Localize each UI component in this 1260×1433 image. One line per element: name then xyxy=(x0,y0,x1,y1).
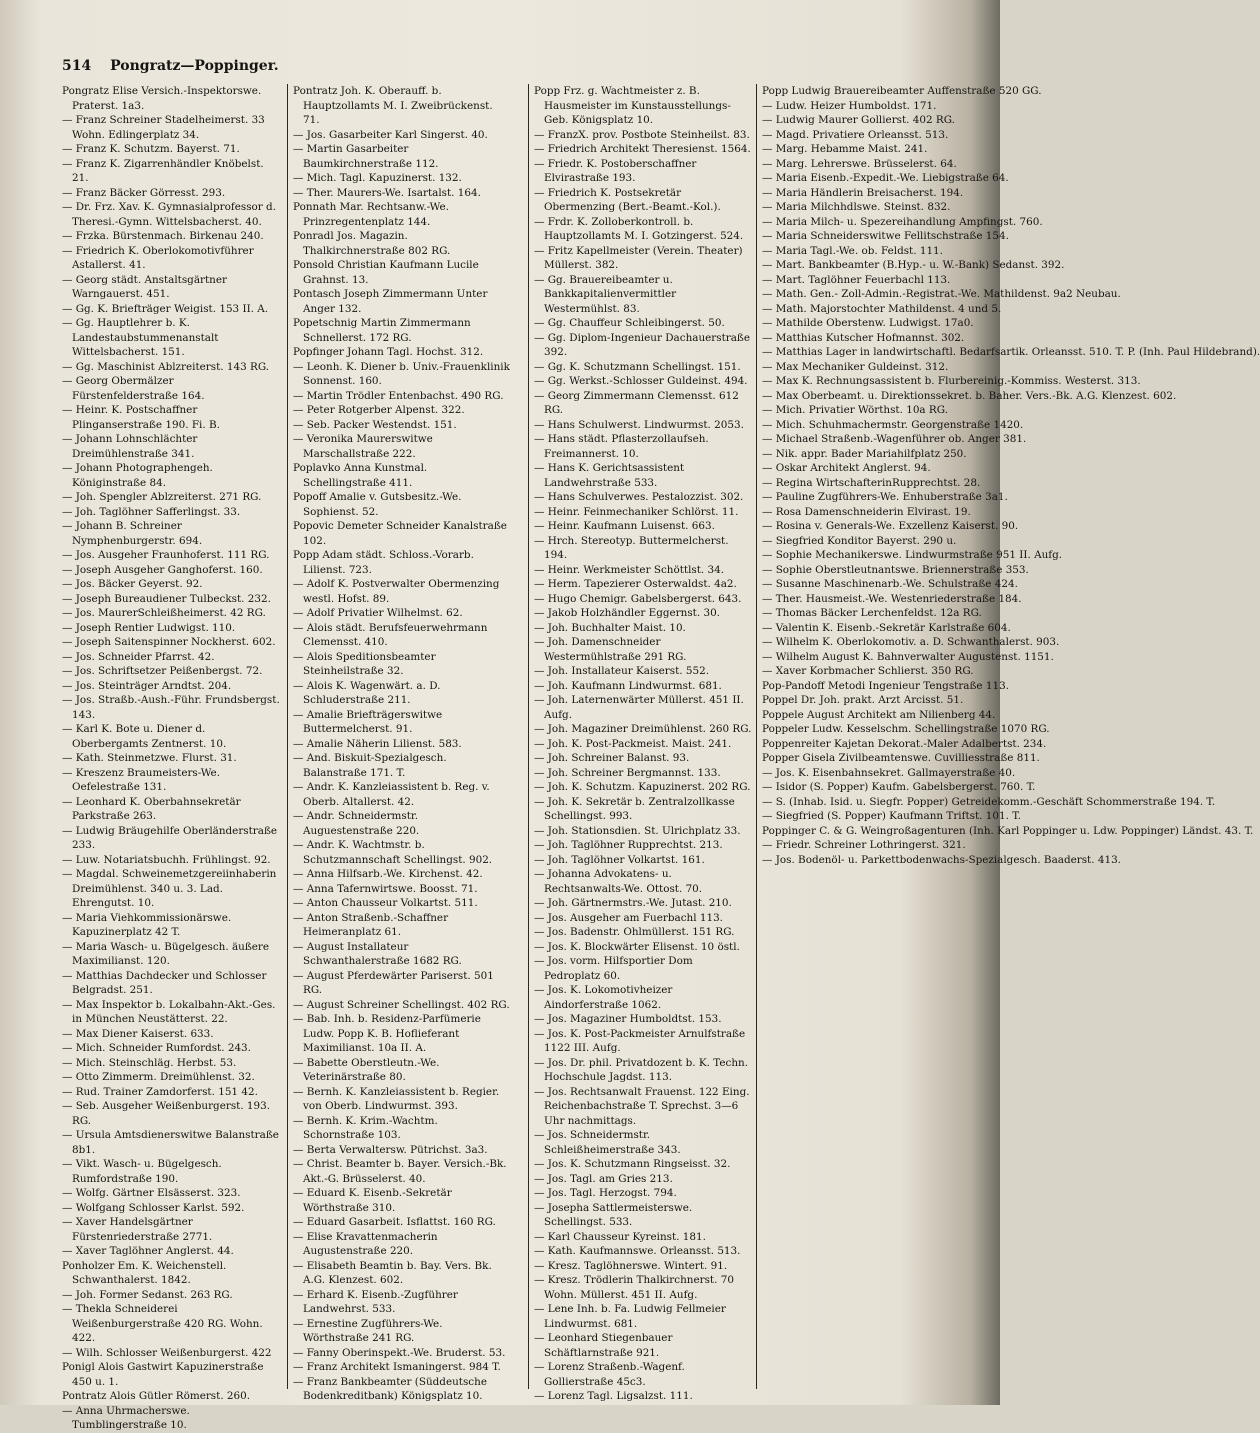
directory-column-4 xyxy=(762,84,1260,867)
directory-entry: Poppele August Architekt am Nilienberg 44. xyxy=(762,708,996,721)
directory-entry: — Eduard K. Eisenb.-Sekretär Wörthstraße 310. xyxy=(293,1187,452,1214)
directory-entry: — Wolfg. Gärtner Elsässerst. 323. xyxy=(62,1187,241,1199)
directory-entry: — Max Inspektor b. Lokalbahn-Akt.-Ges. in München Neustätterst. 22. xyxy=(62,998,276,1025)
directory-entry: — Wilh. Schlosser Weißenburgerst. 422 xyxy=(62,1346,272,1359)
directory-entry: — Mich. Schuhmachermstr. Georgenstraße 1420. xyxy=(762,418,1024,431)
directory-entry: — Jos. Rechtsanwalt Frauenst. 122 Eing. Reichenbachstraße T. Sprechst. 3—6 Uhr nachmittags. xyxy=(534,1085,750,1127)
directory-entry: — Jos. Dr. phil. Privatdozent b. K. Techn. Hochschule Jagdst. 113. xyxy=(534,1056,749,1083)
directory-entry: — Joh. Magaziner Dreimühlenst. 260 RG. xyxy=(534,723,752,735)
directory-entry: — Ursula Amtsdienerswitwe Balanstraße 8b1. xyxy=(62,1129,279,1156)
directory-entry: — Jos. Bodenöl- u. Parkettbodenwachs-Spezialgesch. Baaderst. 413. xyxy=(762,853,1121,866)
directory-entry: — Dr. Frz. Xav. K. Gymnasialprofessor d. Theresi.-Gymn. Wittelsbacherst. 40. xyxy=(62,201,277,228)
page-header xyxy=(62,58,940,80)
directory-entry: — Joh. Laternenwärter Müllerst. 451 II. Aufg. xyxy=(534,694,744,721)
directory-entry: — Martin Gasarbeiter Baumkirchnerstraße 112. xyxy=(293,143,439,170)
directory-entry: Poppinger C. & G. Weingroßagenturen (Inh. Karl Poppinger u. Ldw. Poppinger) Ländst. 43. T. xyxy=(762,824,1254,837)
directory-entry: — Leonhard K. Oberbahnsekretär Parkstraße 263. xyxy=(62,795,241,822)
directory-entry: — Matthias Dachdecker und Schlosser Belgradst. 251. xyxy=(62,969,267,996)
directory-entry: — Friedrich Architekt Theresienst. 1564. xyxy=(534,143,751,155)
directory-entry: — Franz Bankbeamter (Süddeutsche Bodenkreditbank) Königsplatz 10. xyxy=(293,1375,487,1402)
directory-entry: — Jos. Straßb.-Aush.-Führ. Frundsbergst. 143. xyxy=(62,694,280,721)
directory-entry: — Maria Viehkommissionärswe. Kapuzinerplatz 42 T. xyxy=(62,911,232,938)
directory-entry: Poppeler Ludw. Kesselschm. Schellingstraße 1070 RG. xyxy=(762,723,1050,735)
directory-entry: — Jos. K. Post-Packmeister Arnulfstraße 1122 III. Aufg. xyxy=(534,1027,746,1054)
directory-entry: — Jos. K. Lokomotivheizer Aindorferstraße 1062. xyxy=(534,984,673,1011)
directory-entry: — Oskar Architekt Anglerst. 94. xyxy=(762,462,931,474)
directory-entry: Popp Adam städt. Schloss.-Vorarb. Lilienst. 723. xyxy=(293,549,474,576)
directory-entry: — Franz K. Zigarrenhändler Knöbelst. 21. xyxy=(62,157,264,184)
directory-entry: — Anna Uhrmacherswe. Tumblingerstraße 10. xyxy=(62,1404,190,1431)
directory-entry: — Hans Schulwerst. Lindwurmst. 2053. xyxy=(534,418,744,431)
directory-entry: — Jos. Schriftsetzer Peißenbergst. 72. xyxy=(62,665,263,677)
directory-entry: — Ludw. Heizer Humboldst. 171. xyxy=(762,99,937,112)
directory-entry: — Jos. Schneider Pfarrst. 42. xyxy=(62,650,215,663)
directory-entry: — Gg. Maschinist Ablzreiterst. 143 RG. xyxy=(62,360,270,373)
directory-entry: — Mich. Privatier Wörthst. 10a RG. xyxy=(762,404,948,416)
directory-entry: — Valentin K. Eisenb.-Sekretär Karlstraße 604. xyxy=(762,621,1011,634)
directory-entry: — Joh. Taglöhner Rupprechtst. 213. xyxy=(534,839,723,851)
directory-entry: Ponigl Alois Gastwirt Kapuzinerstraße 450 u. 1. xyxy=(62,1361,264,1388)
directory-entry: — Elise Kravattenmacherin Augustenstraße 220. xyxy=(293,1230,438,1257)
directory-entry: — Jos. K. Eisenbahnsekret. Gallmayerstraße 40. xyxy=(762,766,1016,779)
directory-entry: — Marg. Lehrerswe. Brüsselerst. 64. xyxy=(762,157,957,170)
directory-entry: — Leonhard Stiegenbauer Schäftlarnstraße 921. xyxy=(534,1332,673,1359)
directory-entry: — Max Mechaniker Guldeinst. 312. xyxy=(762,360,949,373)
directory-entry: — Joh. Installateur Kaiserst. 552. xyxy=(534,665,710,677)
directory-entry: — Joh. Kaufmann Lindwurmst. 681. xyxy=(534,679,722,692)
directory-entry: — Gg. Chauffeur Schleibingerst. 50. xyxy=(534,317,725,329)
directory-entry: — Gg. Werkst.-Schlosser Guldeinst. 494. xyxy=(534,375,748,387)
page-title: Pongratz—Poppinger. xyxy=(110,58,279,74)
directory-entry: — Franz Bäcker Görresst. 293. xyxy=(62,186,226,199)
directory-entry: — Wolfgang Schlosser Karlst. 592. xyxy=(62,1201,245,1214)
directory-entry: — Andr. K. Kanzleiassistent b. Reg. v. Oberb. Altallerst. 42. xyxy=(293,781,490,808)
directory-entry: — Gg. Hauptlehrer b. K. Landestaubstummenanstalt Wittelsbacherst. 151. xyxy=(62,317,219,358)
directory-entry: — Fanny Oberinspekt.-We. Bruderst. 53. xyxy=(293,1346,506,1359)
directory-entry: — Jos. Tagl. Herzogst. 794. xyxy=(534,1187,677,1199)
directory-entry: Ponsold Christian Kaufmann Lucile Grahnst. 13. xyxy=(293,259,479,286)
directory-entry: — Anton Chausseur Volkartst. 511. xyxy=(293,897,478,909)
directory-entry: — Johann Lohnschlächter Dreimühlenstraße 341. xyxy=(62,433,198,460)
directory-entry: — FranzX. prov. Postbote Steinheilst. 83. xyxy=(534,128,750,141)
directory-entry: — Thomas Bäcker Lerchenfeldst. 12a RG. xyxy=(762,607,982,619)
directory-entry: — Friedr. Schreiner Lothringerst. 321. xyxy=(762,839,966,851)
directory-entry: — Maria Tagl.-We. ob. Feldst. 111. xyxy=(762,244,943,257)
directory-entry: — Jakob Holzhändler Eggernst. 30. xyxy=(534,607,720,619)
directory-entry: — Heinr. K. Postschaffner Plinganserstraße 190. Fi. B. xyxy=(62,404,220,431)
directory-entry: Pongratz Elise Versich.-Inspektorswe. Praterst. 1a3. xyxy=(62,85,262,112)
directory-entry: — Jos. Bäcker Geyerst. 92. xyxy=(62,578,203,590)
directory-entry: — Hans K. Gerichtsassistent Landwehrstraße 533. xyxy=(534,462,685,489)
directory-entry: — Kresz. Trödlerin Thalkirchnerst. 70 Wohn. Müllerst. 451 II. Aufg. xyxy=(534,1274,734,1301)
directory-entry: — Maria Milch- u. Spezereihandlung Ampfingst. 760. xyxy=(762,215,1043,228)
directory-entry: — And. Biskuit-Spezialgesch. Balanstraße 171. T. xyxy=(293,752,447,779)
directory-entry: — Alois K. Wagenwärt. a. D. Schluderstraße 211. xyxy=(293,679,441,706)
directory-entry: — Friedrich K. Oberlokomotivführer Astallerst. 41. xyxy=(62,244,254,271)
directory-entry: — Heinr. Feinmechaniker Schlörst. 11. xyxy=(534,505,739,518)
directory-entry: — Ernestine Zugführers-We. Wörthstraße 241 RG. xyxy=(293,1317,443,1344)
directory-entry: — Joh. Buchhalter Maist. 10. xyxy=(534,621,686,634)
directory-entry: — Jos. Badenstr. Ohlmüllerst. 151 RG. xyxy=(534,926,735,938)
directory-entry: — Andr. K. Wachtmstr. b. Schutzmannschaft Schellingst. 902. xyxy=(293,839,493,866)
directory-entry: — Anna Tafernwirtswe. Boosst. 71. xyxy=(293,882,478,895)
directory-entry: — Siegfried (S. Popper) Kaufmann Triftst. 101. T. xyxy=(762,810,1021,822)
directory-entry: — Wilhelm K. Oberlokomotiv. a. D. Schwanthalerst. 903. xyxy=(762,636,1060,648)
directory-entry: — Joseph Bureaudiener Tulbeckst. 232. xyxy=(62,592,271,605)
directory-entry: — Mich. Schneider Rumfordst. 243. xyxy=(62,1042,251,1054)
directory-entry: — Amalie Näherin Lilienst. 583. xyxy=(293,737,462,750)
directory-entry: — Thekla Schneiderei Weißenburgerstraße 420 RG. Wohn. 422. xyxy=(62,1303,263,1344)
directory-entry: — Martin Trödler Entenbachst. 490 RG. xyxy=(293,389,504,402)
directory-entry: — Mathilde Oberstenw. Ludwigst. 17a0. xyxy=(762,317,974,329)
directory-entry: — S. (Inhab. Isid. u. Siegfr. Popper) Getreidekomm.-Geschäft Schommerstraße 194. T. xyxy=(762,795,1216,808)
directory-entry: — Lene Inh. b. Fa. Ludwig Fellmeier Lindwurmst. 681. xyxy=(534,1303,726,1330)
directory-entry: — Kreszenz Braumeisters-We. Oefelestraße 131. xyxy=(62,766,220,793)
directory-entry: Popovic Demeter Schneider Kanalstraße 102. xyxy=(293,520,507,547)
directory-entry: — Max K. Rechnungsassistent b. Flurbereinig.-Kommiss. Westerst. 313. xyxy=(762,375,1141,387)
directory-entry: — Ludwig Maurer Gollierst. 402 RG. xyxy=(762,114,955,126)
directory-entry: — Ludwig Bräugehilfe Oberländerstraße 233. xyxy=(62,824,278,851)
directory-entry: — Magd. Privatiere Orleansst. 513. xyxy=(762,128,949,141)
directory-entry: — Jos. Magaziner Humboldtst. 153. xyxy=(534,1013,722,1025)
directory-entry: — Mich. Steinschläg. Herbst. 53. xyxy=(62,1056,237,1069)
directory-entry: — Joseph Ausgeher Ganghoferst. 160. xyxy=(62,563,263,576)
directory-entry: — Xaver Taglöhner Anglerst. 44. xyxy=(62,1245,234,1257)
directory-entry: — Jos. Gasarbeiter Karl Singerst. 40. xyxy=(293,128,488,141)
directory-entry: Ponnath Mar. Rechtsanw.-We. Prinzregentenplatz 144. xyxy=(293,201,449,228)
directory-entry: Popfinger Johann Tagl. Hochst. 312. xyxy=(293,346,484,358)
directory-entry: — Jos. Schneidermstr. Schleißheimerstraße 343. xyxy=(534,1129,681,1156)
directory-entry: — Bernh. K. Kanzleiassistent b. Regier. von Oberb. Lindwurmst. 393. xyxy=(293,1085,500,1112)
directory-entry: — Joh. Schreiner Bergmannst. 133. xyxy=(534,766,721,779)
directory-entry: Pontratz Alois Gütler Römerst. 260. xyxy=(62,1390,251,1402)
directory-entry: — Franz Schreiner Stadelheimerst. 33 Wohn. Edlingerplatz 34. xyxy=(62,114,265,141)
directory-entry: — Kresz. Taglöhnerswe. Wintert. 91. xyxy=(534,1259,728,1272)
directory-entry: Popetschnig Martin Zimmermann Schnellerst. 172 RG. xyxy=(293,317,471,344)
directory-entry: — Gg. Brauereibeamter u. Bankkapitalienvermittler Westermühlst. 83. xyxy=(534,273,677,315)
directory-entry: — Anton Straßenb.-Schaffner Heimeranplatz 61. xyxy=(293,911,449,938)
directory-entry: — Sophie Mechanikerswe. Lindwurmstraße 951 II. Aufg. xyxy=(762,549,1063,561)
directory-entry: — Maria Händlerin Breisacherst. 194. xyxy=(762,186,964,199)
directory-entry: — Fritz Kapellmeister (Verein. Theater) Müllerst. 382. xyxy=(534,244,743,271)
directory-entry: — Amalie Briefträgerswitwe Buttermelcherst. 91. xyxy=(293,708,443,735)
directory-entry: Popp Frz. g. Wachtmeister z. B. Hausmeister im Kunstausstellungs-Geb. Königsplatz 10. xyxy=(534,85,731,126)
directory-entry: — Andr. Schneidermstr. Auguestenstraße 220. xyxy=(293,810,420,837)
directory-entry: — Joseph Saitenspinner Nockherst. 602. xyxy=(62,636,276,648)
directory-entry: — Hans Schulverwes. Pestalozzist. 302. xyxy=(534,491,744,503)
directory-entry: — Joh. Taglöhner Safferlingst. 33. xyxy=(62,505,241,518)
directory-entry: — Adolf Privatier Wilhelmst. 62. xyxy=(293,607,463,619)
directory-entry: — Eduard Gasarbeit. Isflattst. 160 RG. xyxy=(293,1216,496,1228)
directory-entry: — Friedrich K. Postsekretär Obermenzing (Bert.-Beamt.-Kol.). xyxy=(534,186,721,213)
directory-entry: — Johann B. Schreiner Nymphenburgerstr. 694. xyxy=(62,520,203,547)
directory-entry: — Maria Milchhdlswe. Steinst. 832. xyxy=(762,201,951,213)
directory-entry: — Hugo Chemigr. Gabelsbergerst. 643. xyxy=(534,592,742,605)
directory-entry: — Rosa Damenschneiderin Elvirast. 19. xyxy=(762,505,971,518)
directory-entry: — August Schreiner Schellingst. 402 RG. xyxy=(293,998,510,1011)
directory-entry: — Ther. Hausmeist.-We. Westenriederstraße 184. xyxy=(762,592,1022,605)
directory-entry: — Veronika Maurerswitwe Marschallstraße 222. xyxy=(293,433,433,460)
directory-entry: — Hrch. Stereotyp. Buttermelcherst. 194. xyxy=(534,534,729,561)
directory-entry: — Joh. Gärtnermstrs.-We. Jutast. 210. xyxy=(534,897,732,909)
directory-entry: — Erhard K. Eisenb.-Zugführer Landwehrst. 533. xyxy=(293,1288,458,1315)
directory-entry: — August Pferdewärter Pariserst. 501 RG. xyxy=(293,969,494,996)
directory-entry: — Kath. Steinmetzwe. Flurst. 31. xyxy=(62,752,237,764)
directory-entry: Ponholzer Em. K. Weichenstell. Schwanthalerst. 1842. xyxy=(62,1259,227,1286)
directory-entry: Pop-Pandoff Metodi Ingenieur Tengstraße 113. xyxy=(762,679,1010,692)
directory-entry: — Gg. K. Schutzmann Schellingst. 151. xyxy=(534,360,741,373)
directory-entry: — Heinr. Kaufmann Luisenst. 663. xyxy=(534,520,715,532)
directory-entry: — Georg Zimmermann Clemensst. 612 RG. xyxy=(534,389,739,416)
directory-entry: — Joh. Former Sedanst. 263 RG. xyxy=(62,1288,233,1301)
directory-entry: — Marg. Hebamme Maist. 241. xyxy=(762,143,928,155)
directory-entry: — Lorenz Straßenb.-Wagenf. Gollierstraße 45c3. xyxy=(534,1361,685,1388)
directory-entry: Poplavko Anna Kunstmal. Schellingstraße 411. xyxy=(293,462,428,489)
directory-entry: — Frdr. K. Zolloberkontroll. b. Hauptzollamts M. I. Gotzingerst. 524. xyxy=(534,215,744,242)
directory-entry: — Mart. Bankbeamter (B.Hyp.- u. W.-Bank) Sedanst. 392. xyxy=(762,259,1065,271)
directory-entry: Ponradl Jos. Magazin. Thalkirchnerstraße 802 RG. xyxy=(293,230,451,257)
directory-entry: — Georg städt. Anstaltsgärtner Warngauerst. 451. xyxy=(62,273,227,300)
directory-entry: — Wilhelm August K. Bahnverwalter Augustenst. 1151. xyxy=(762,650,1054,663)
directory-entry: — Anna Hilfsarb.-We. Kirchenst. 42. xyxy=(293,868,483,880)
directory-entry: — Mich. Tagl. Kapuzinerst. 132. xyxy=(293,172,462,184)
directory-entry: Poppel Dr. Joh. prakt. Arzt Arcisst. 51. xyxy=(762,694,964,706)
directory-entry: Pontratz Joh. K. Oberauff. b. Hauptzollamts M. I. Zweibrückenst. 71. xyxy=(293,85,493,126)
directory-entry: — Johann Photographengeh. Königinstraße 84. xyxy=(62,462,213,489)
directory-entry: — Johanna Advokatens- u. Rechtsanwalts-We. Ottost. 70. xyxy=(534,868,703,895)
directory-entry: — Ther. Maurers-We. Isartalst. 164. xyxy=(293,186,481,199)
directory-entry: — Georg Obermälzer Fürstenfelderstraße 164. xyxy=(62,375,205,402)
directory-entry: — Joh. K. Sekretär b. Zentralzollkasse Schellingst. 993. xyxy=(534,795,735,822)
directory-entry: — Lorenz Tagl. Ligsalzst. 111. xyxy=(534,1390,693,1402)
directory-entry: — Michael Straßenb.-Wagenführer ob. Anger 381. xyxy=(762,433,1027,445)
directory-entry: — Josepha Sattlermeisterswe. Schellingst. 533. xyxy=(534,1201,693,1228)
directory-entry: — Bernh. K. Krim.-Wachtm. Schornstraße 103. xyxy=(293,1114,438,1141)
directory-entry: Popoff Amalie v. Gutsbesitz.-We. Sophienst. 52. xyxy=(293,491,462,518)
directory-entry: — Jos. Tagl. am Gries 213. xyxy=(534,1172,673,1185)
directory-entry: — Jos. K. Blockwärter Elisenst. 10 östl. xyxy=(534,940,740,953)
directory-entry: — Mart. Taglöhner Feuerbachl 113. xyxy=(762,273,951,286)
directory-entry: — Joseph Rentier Ludwigst. 110. xyxy=(62,621,236,634)
directory-entry: — Maria Eisenb.-Expedit.-We. Liebigstraße 64. xyxy=(762,172,1009,184)
directory-entry: — Adolf K. Postverwalter Obermenzing westl. Hofst. 89. xyxy=(293,578,500,605)
directory-entry: — August Installateur Schwanthalerstraße 1682 RG. xyxy=(293,940,462,967)
directory-entry: — Regina WirtschafterinRupprechtst. 28. xyxy=(762,476,981,489)
directory-entry: — Isidor (S. Popper) Kaufm. Gabelsbergerst. 760. T. xyxy=(762,781,1036,793)
directory-entry: Popp Ludwig Brauereibeamter Auffenstraße 520 GG. xyxy=(762,85,1042,97)
directory-entry: — Jos. vorm. Hilfsportier Dom Pedroplatz 60. xyxy=(534,955,693,982)
directory-entry: — Max Diener Kaiserst. 633. xyxy=(62,1027,214,1040)
directory-entry: — Gg. Diplom-Ingenieur Dachauerstraße 392. xyxy=(534,331,751,358)
directory-entry: — Babette Oberstleutn.-We. Veterinärstraße 80. xyxy=(293,1056,440,1083)
directory-entry: — Joh. K. Post-Packmeist. Maist. 241. xyxy=(534,737,732,750)
directory-entry: — Xaver Korbmacher Schlierst. 350 RG. xyxy=(762,665,974,677)
directory-entry: — Seb. Packer Westendst. 151. xyxy=(293,418,457,431)
directory-entry: — Frzka. Bürstenmach. Birkenau 240. xyxy=(62,230,264,242)
directory-entry: — Hans städt. Pflasterzollaufseh. Freimannerst. 10. xyxy=(534,433,709,460)
directory-entry: Pontasch Joseph Zimmermann Unter Anger 132. xyxy=(293,288,488,315)
directory-entry: — Peter Rotgerber Alpenst. 322. xyxy=(293,404,465,416)
directory-entry: — Luw. Notariatsbuchh. Frühlingst. 92. xyxy=(62,853,271,866)
directory-entry: — Heinr. Werkmeister Schöttlst. 34. xyxy=(534,563,725,576)
directory-entry: — Siegfried Konditor Bayerst. 290 u. xyxy=(762,534,957,547)
directory-entry: — Karl Chausseur Kyreinst. 181. xyxy=(534,1230,706,1243)
directory-entry: — Berta Verwaltersw. Pütrichst. 3a3. xyxy=(293,1143,488,1156)
directory-entry: — Joh. Schreiner Balanst. 93. xyxy=(534,752,690,764)
directory-entry: — Bab. Inh. b. Residenz-Parfümerie Ludw. Popp K. B. Hoflieferant Maximilianst. 10a II. A. xyxy=(293,1013,481,1054)
directory-entry: Poppenreiter Kajetan Dekorat.-Maler Adalbertst. 234. xyxy=(762,737,1047,750)
directory-entry: — Franz Architekt Ismaningerst. 984 T. xyxy=(293,1361,501,1373)
directory-entry: — Magdal. Schweinemetzgereiinhaberin Dreimühlenst. 340 u. 3. Lad. Ehrengutst. 10. xyxy=(62,868,277,909)
directory-entry: — Alois städt. Berufsfeuerwehrmann Clemensst. 410. xyxy=(293,621,488,648)
directory-entry: — Seb. Ausgeher Weißenburgerst. 193. RG. xyxy=(62,1100,271,1127)
directory-entry: — Jos. Ausgeher Fraunhoferst. 111 RG. xyxy=(62,549,270,561)
directory-entry: — Nik. appr. Bader Mariahilfplatz 250. xyxy=(762,447,967,460)
directory-entry: — Matthias Kutscher Hofmannst. 302. xyxy=(762,331,965,344)
directory-entry: — Maria Wasch- u. Bügelgesch. äußere Maximilianst. 120. xyxy=(62,940,270,967)
directory-entry: — Max Oberbeamt. u. Direktionssekret. b. Baher. Vers.-Bk. A.G. Klenzest. 602. xyxy=(762,389,1177,402)
directory-entry: — Pauline Zugführers-We. Enhuberstraße 3a1. xyxy=(762,491,1008,503)
directory-entry: — Jos. Steinträger Arndtst. 204. xyxy=(62,679,232,692)
directory-entry: — Joh. Damenschneider Westermühlstraße 291 RG. xyxy=(534,636,687,663)
directory-entry: — Gg. K. Briefträger Weigist. 153 II. A. xyxy=(62,302,269,315)
directory-entry: — Maria Schneiderswitwe Fellitschstraße 154. xyxy=(762,230,1009,242)
column-divider xyxy=(287,84,288,1389)
directory-entry: — Karl K. Bote u. Diener d. Oberbergamts Zentnerst. 10. xyxy=(62,723,227,750)
directory-entry: — Joh. Stationsdien. St. Ulrichplatz 33. xyxy=(534,824,741,837)
directory-entry: — Jos. MaurerSchleißheimerst. 42 RG. xyxy=(62,607,266,619)
directory-entry: — Joh. Spengler Ablzreiterst. 271 RG. xyxy=(62,491,262,503)
directory-entry: — Herm. Tapezierer Osterwaldst. 4a2. xyxy=(534,578,737,590)
directory-entry: — Rosina v. Generals-We. Exzellenz Kaiserst. 90. xyxy=(762,520,1019,532)
column-divider xyxy=(528,84,529,1389)
directory-entry: — Franz K. Schutzm. Bayerst. 71. xyxy=(62,143,240,155)
directory-entry: — Sophie Oberstleutnantswe. Briennerstraße 353. xyxy=(762,563,1029,576)
directory-entry: — Rud. Trainer Zamdorferst. 151 42. xyxy=(62,1085,258,1098)
directory-entry: — Jos. Ausgeher am Fuerbachl 113. xyxy=(534,911,723,924)
directory-entry: — Vikt. Wasch- u. Bügelgesch. Rumfordstraße 190. xyxy=(62,1158,222,1185)
directory-entry: — Leonh. K. Diener b. Univ.-Frauenklinik Sonnenst. 160. xyxy=(293,360,510,387)
directory-entry: — Joh. K. Schutzm. Kapuzinerst. 202 RG. xyxy=(534,781,751,793)
directory-entry: — Susanne Maschinenarb.-We. Schulstraße 424. xyxy=(762,578,1018,590)
directory-column-1 xyxy=(62,84,280,1433)
directory-entry: — Elisabeth Beamtin b. Bay. Vers. Bk. A.G. Klenzest. 602. xyxy=(293,1259,492,1286)
directory-entry: — Xaver Handelsgärtner Fürstenriederstraße 2771. xyxy=(62,1216,213,1243)
directory-entry: — Jos. K. Schutzmann Ringseisst. 32. xyxy=(534,1158,731,1170)
directory-entry: — Joh. Taglöhner Volkartst. 161. xyxy=(534,853,705,866)
directory-entry: — Kath. Kaufmannswe. Orleansst. 513. xyxy=(534,1245,741,1257)
directory-entry: — Otto Zimmerm. Dreimühlenst. 32. xyxy=(62,1071,255,1083)
directory-entry: — Christ. Beamter b. Bayer. Versich.-Bk. Akt.-G. Brüsselerst. 40. xyxy=(293,1158,507,1185)
directory-column-3 xyxy=(534,84,752,1404)
directory-entry: Popper Gisela Zivilbeamtenswe. Cuvilliesstraße 811. xyxy=(762,752,1040,764)
directory-entry: — Matthias Lager in landwirtschaftl. Bedarfsartik. Orleansst. 510. T. P. (Inh. Paul Hildebrand). xyxy=(762,346,1260,358)
directory-column-2 xyxy=(293,84,511,1404)
page-number: 514 xyxy=(62,58,92,74)
directory-entry: — Math. Majorstochter Mathildenst. 4 und 5. xyxy=(762,302,1002,315)
column-divider xyxy=(756,84,757,1389)
directory-entry: — Math. Gen.- Zoll-Admin.-Registrat.-We. Mathildenst. 9a2 Neubau. xyxy=(762,288,1121,300)
directory-entry: — Alois Speditionsbeamter Steinheilstraße 32. xyxy=(293,650,436,677)
directory-entry: — Friedr. K. Postoberschaffner Elvirastraße 193. xyxy=(534,157,697,184)
